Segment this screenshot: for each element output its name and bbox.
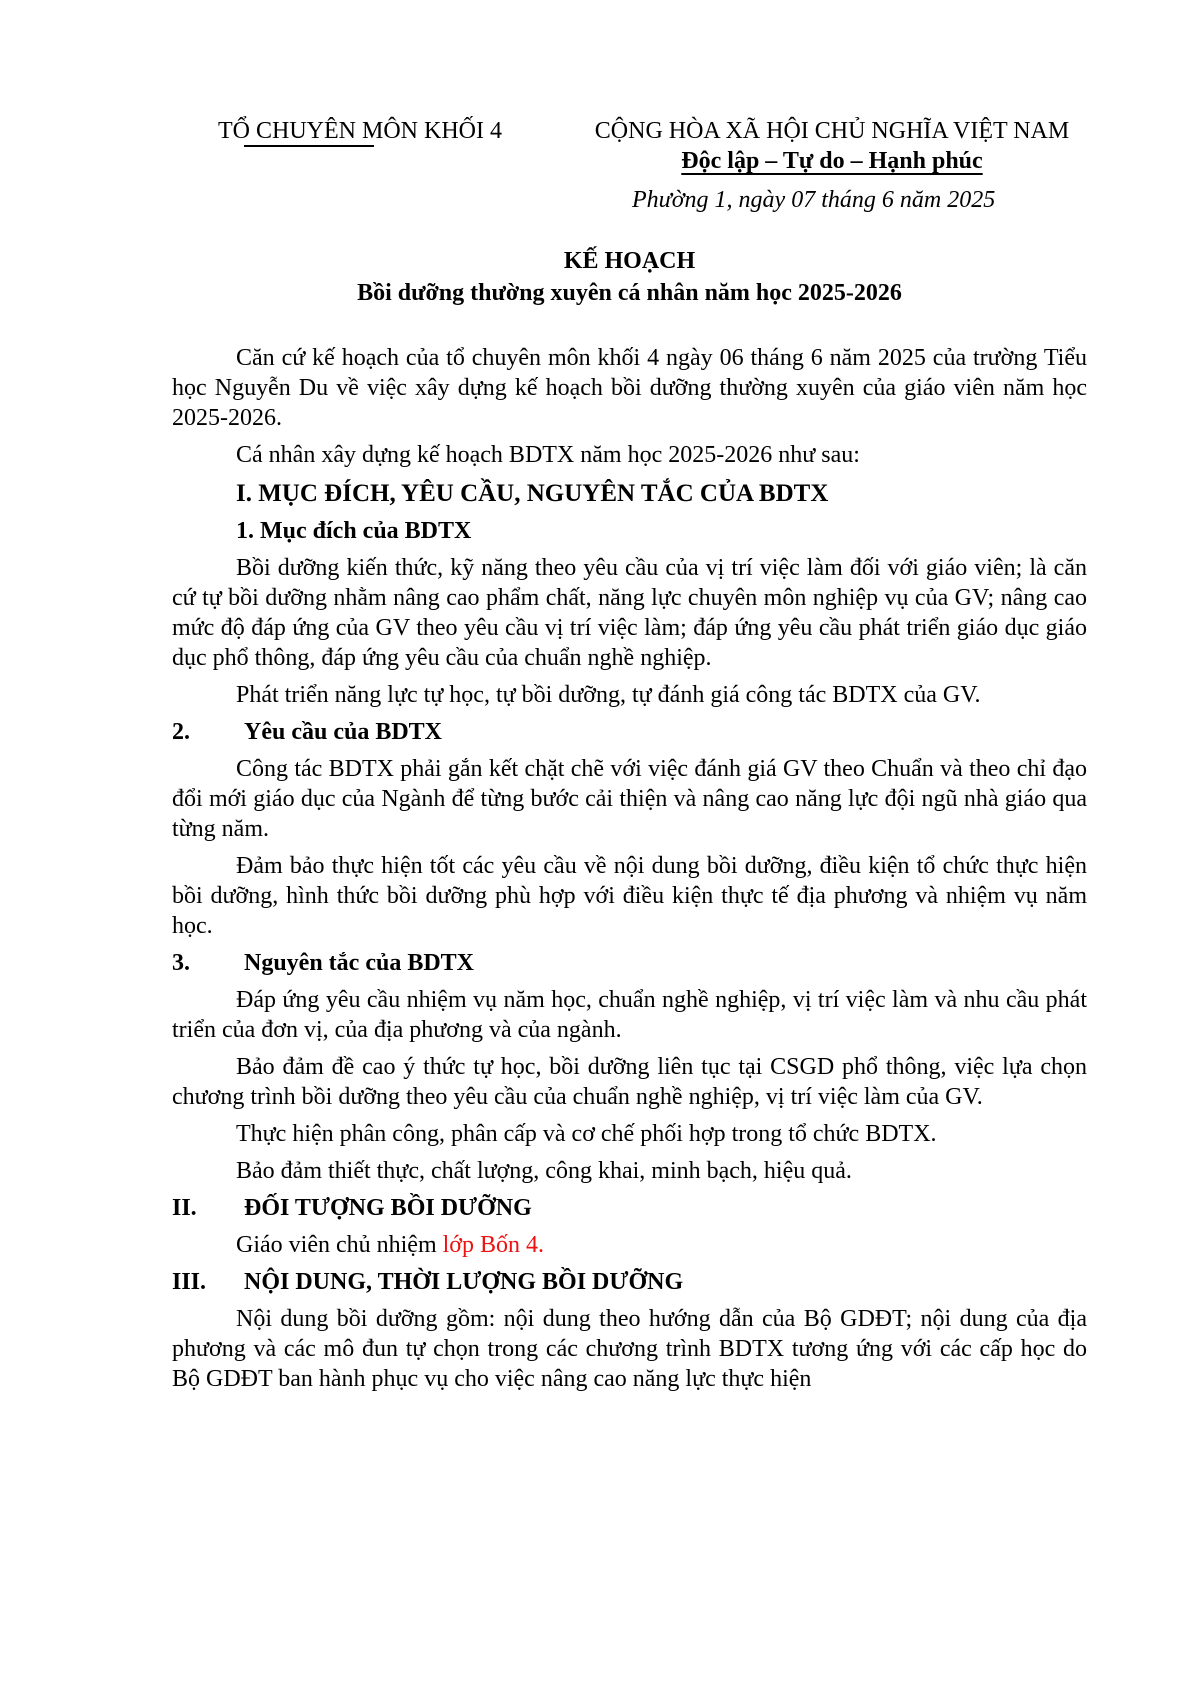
intro-statement: Cá nhân xây dựng kế hoạch BDTX năm học 2025-2026 như sau: <box>236 442 860 468</box>
document-header <box>172 100 1087 174</box>
section-1-2-heading <box>172 717 1087 747</box>
section-1-1-paragraph-2: Phát triển năng lực tự học, tự bồi dưỡng, tự đánh giá công tác BDTX của GV. <box>236 682 981 708</box>
document-body <box>172 343 1087 1401</box>
section-heading-text: NỘI DUNG, THỜI LƯỢNG BỒI DƯỠNG <box>244 1269 684 1295</box>
section-1-2-paragraph-2: Đảm bảo thực hiện tốt các yêu cầu về nội dung bồi dưỡng, điều kiện tổ chức thực hiện bồi dưỡng, hình thức bồi dưỡng phù hợp với điều kiện thực tế địa phương và nhiệm vụ năm học. <box>172 853 1087 939</box>
section-1-3-paragraph-2: Bảo đảm đề cao ý thức tự học, bồi dưỡng liên tục tại CSGD phổ thông, việc lựa chọn chương trình bồi dưỡng theo yêu cầu của chuẩn nghề nghiệp, vị trí việc làm của GV. <box>172 1054 1087 1110</box>
department-name: TỔ CHUYÊN MÔN KHỐI 4 <box>218 118 502 144</box>
target-text: Giáo viên chủ nhiệm <box>236 1232 443 1258</box>
title-main: KẾ HOẠCH <box>563 248 696 274</box>
section-1-3-heading <box>172 948 1087 978</box>
national-header <box>572 116 1092 176</box>
section-number: II. <box>172 1195 197 1221</box>
section-3-paragraph-1: Nội dung bồi dưỡng gồm: nội dung theo hướng dẫn của Bộ GDĐT; nội dung của địa phương và các mô đun tự chọn trong các chương trình BDTX tương ứng với các cấp học do Bộ GDĐT ban hành phục vụ cho việc nâng cao năng lực thực hiện <box>172 1306 1087 1392</box>
national-motto: Độc lập – Tự do – Hạnh phúc <box>681 148 983 174</box>
section-heading-text: Yêu cầu của BDTX <box>244 719 443 745</box>
section-1-1-paragraph-1: Bồi dưỡng kiến thức, kỹ năng theo yêu cầu của vị trí việc làm đối với giáo viên; là căn cứ tự bồi dưỡng nhằm nâng cao phẩm chất, năng lực chuyên môn nghiệp vụ của GV; nâng cao mức độ đáp ứng của GV theo yêu cầu vị trí việc làm; đáp ứng yêu cầu phát triển giáo dục giáo dục phổ thông, đáp ứng yêu cầu của chuẩn nghề nghiệp. <box>172 555 1087 671</box>
section-1-2-paragraph-1: Công tác BDTX phải gắn kết chặt chẽ với việc đánh giá GV theo Chuẩn và theo chỉ đạo đổi mới giáo dục của Ngành để từng bước cải thiện và nâng cao năng lực đội ngũ nhà giáo qua từng năm. <box>172 756 1087 842</box>
target-class-highlight: lớp Bốn 4. <box>442 1232 544 1258</box>
section-number: 2. <box>172 719 190 745</box>
section-3-heading <box>172 1267 1087 1297</box>
section-number: 3. <box>172 950 190 976</box>
section-1-3-paragraph-4: Bảo đảm thiết thực, chất lượng, công khai, minh bạch, hiệu quả. <box>236 1158 852 1184</box>
section-1-3-paragraph-1: Đáp ứng yêu cầu nhiệm vụ năm học, chuẩn nghề nghiệp, vị trí việc làm và nhu cầu phát triển của đơn vị, của địa phương và của ngành. <box>172 987 1087 1043</box>
intro-paragraph: Căn cứ kế hoạch của tổ chuyên môn khối 4 ngày 06 tháng 6 năm 2025 của trường Tiểu học Nguyễn Du về việc xây dựng kế hoạch bồi dưỡng thường xuyên của giáo viên năm học 2025-2026. <box>172 345 1087 431</box>
document-title <box>172 245 1087 309</box>
section-1-3-paragraph-3: Thực hiện phân công, phân cấp và cơ chế phối hợp trong tổ chức BDTX. <box>236 1121 937 1147</box>
section-number: III. <box>172 1269 207 1295</box>
section-heading-text: ĐỐI TƯỢNG BỒI DƯỠNG <box>244 1195 532 1221</box>
section-2-heading <box>172 1193 1087 1223</box>
country-title: CỘNG HÒA XÃ HỘI CHỦ NGHĨA VIỆT NAM <box>594 118 1070 144</box>
document-date: Phường 1, ngày 07 tháng 6 năm 2025 <box>632 187 996 213</box>
document-page <box>172 100 1087 1392</box>
section-2-paragraph <box>172 1230 1087 1260</box>
section-heading-text: Nguyên tắc của BDTX <box>244 950 475 976</box>
section-1-heading: I. MỤC ĐÍCH, YÊU CẦU, NGUYÊN TẮC CỦA BDTX <box>236 480 829 507</box>
title-sub: Bồi dưỡng thường xuyên cá nhân năm học 2025-2026 <box>357 280 902 306</box>
section-1-1-heading: 1. Mục đích của BDTX <box>236 518 472 544</box>
department-underline <box>244 145 374 147</box>
